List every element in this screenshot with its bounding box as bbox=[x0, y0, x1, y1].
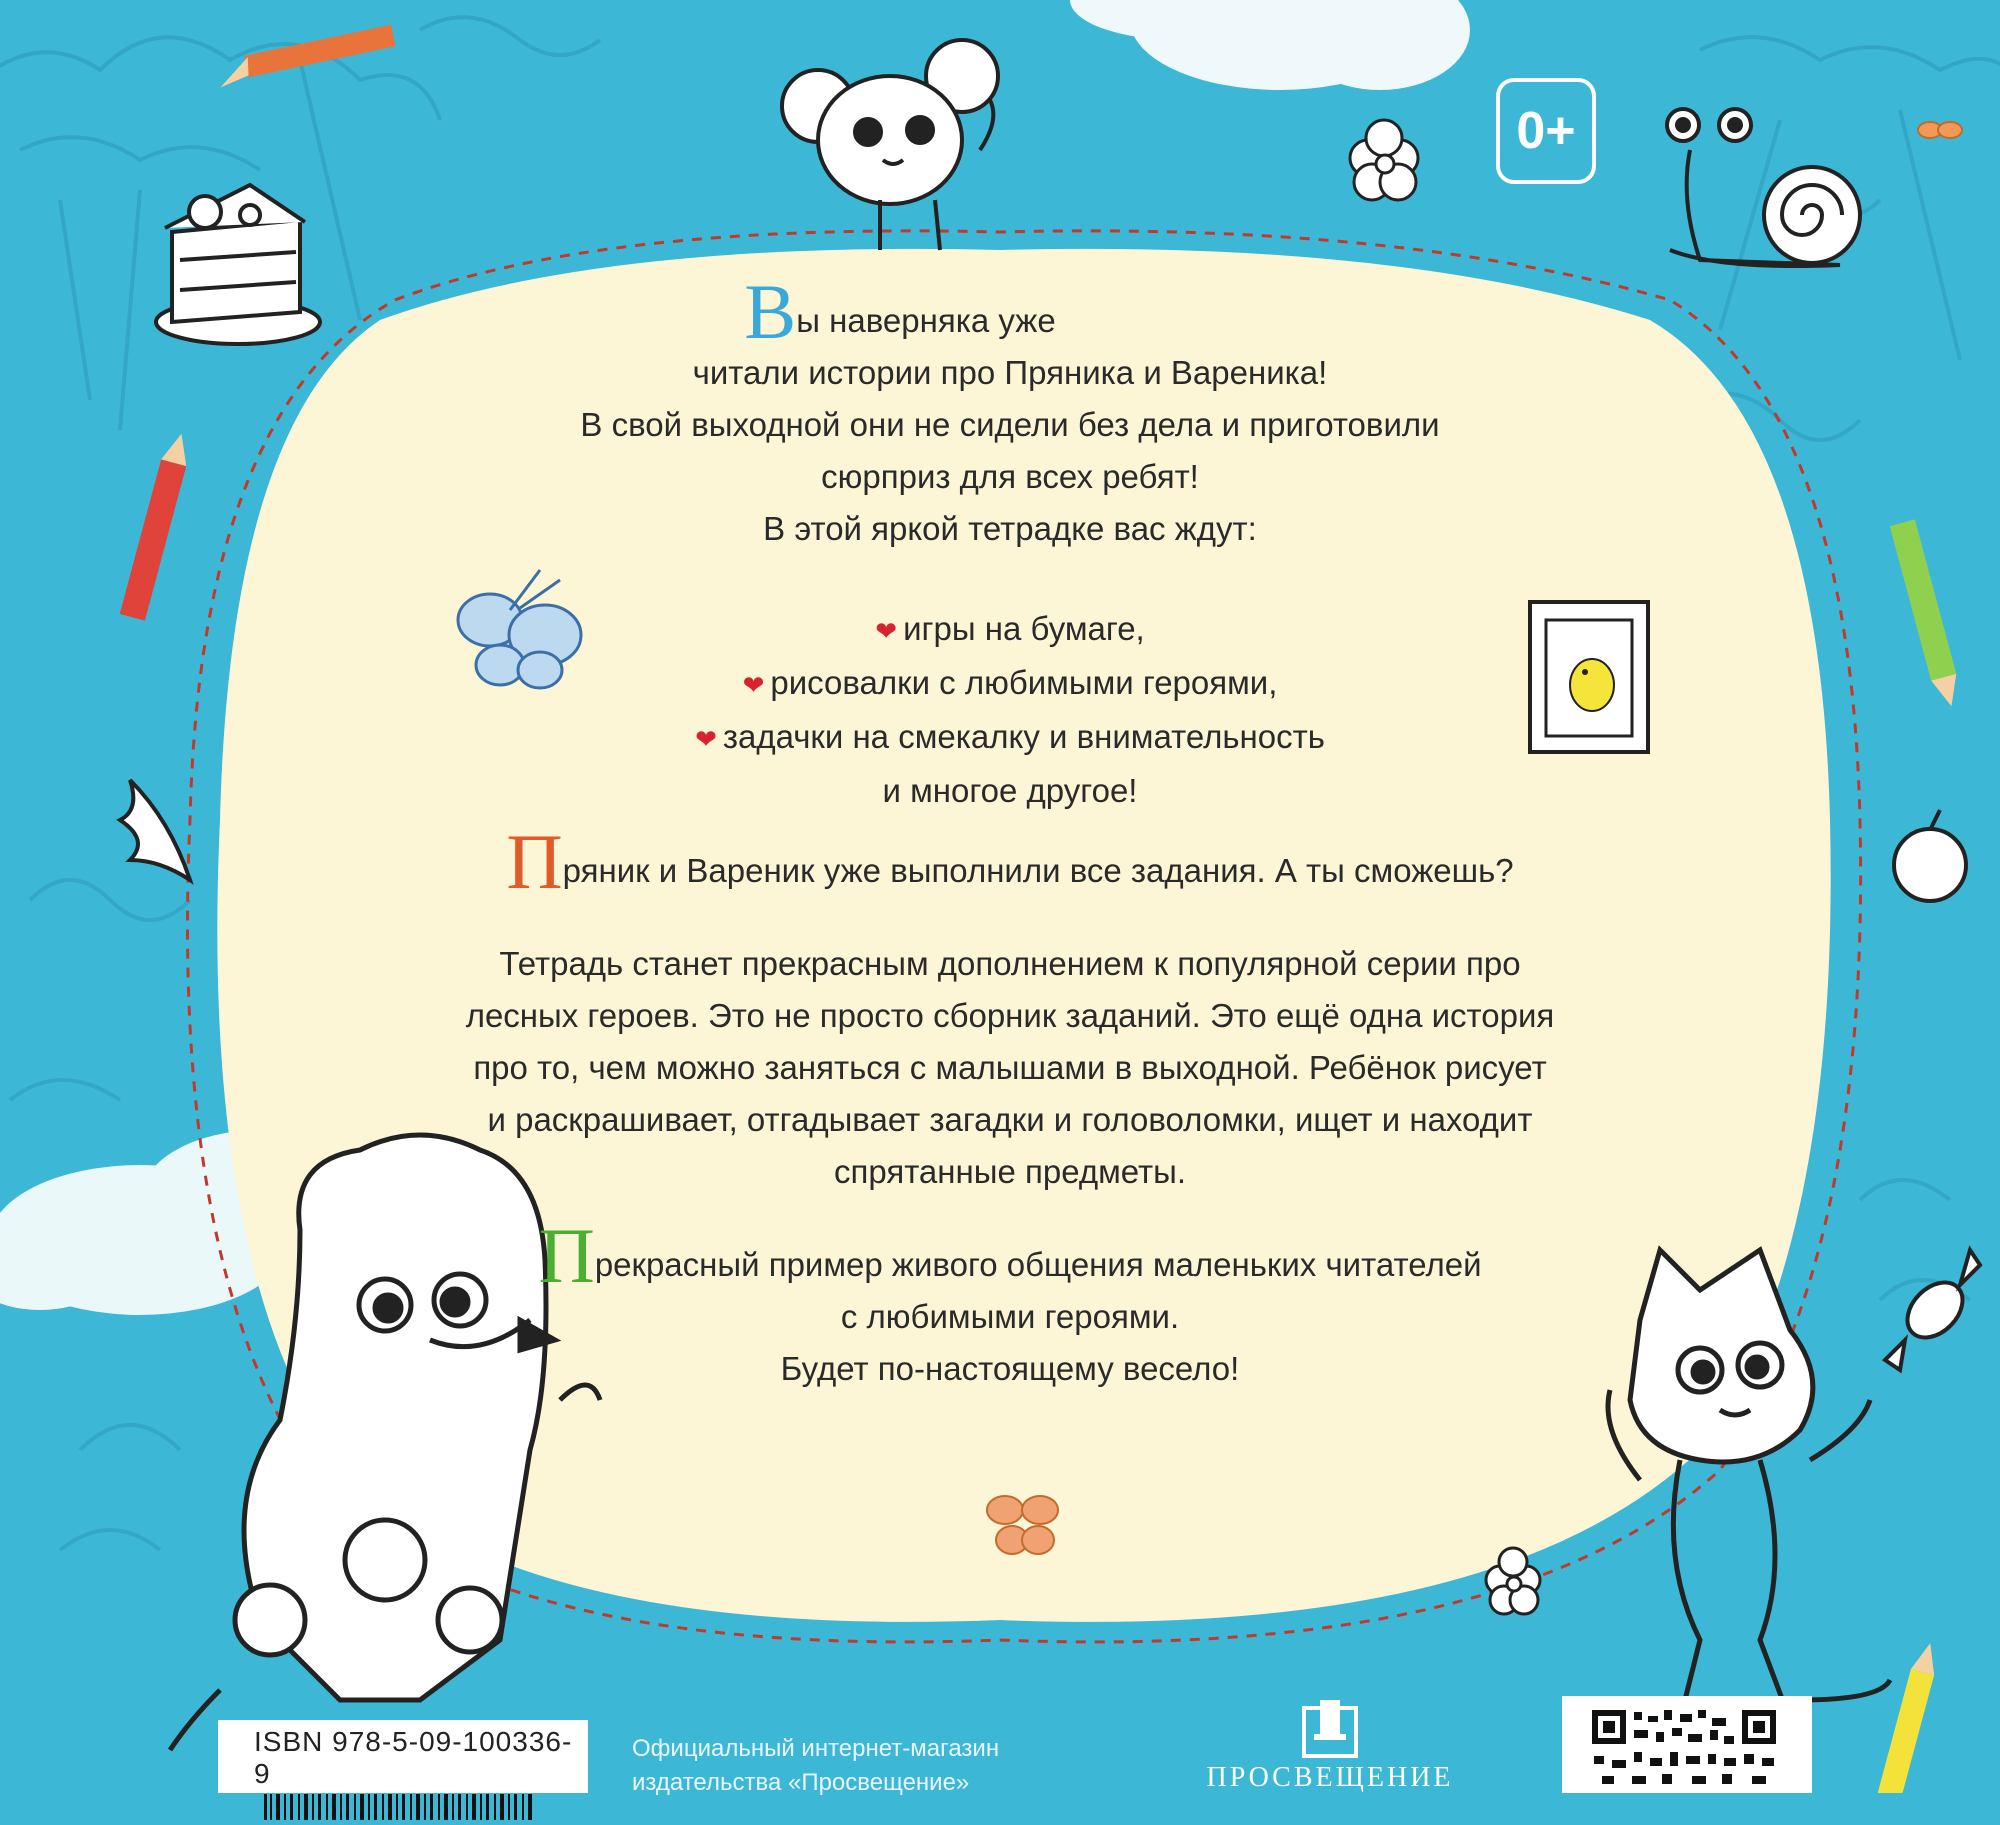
dropcap-p-green: П bbox=[538, 1212, 595, 1299]
cloud-top bbox=[1070, 0, 1470, 90]
isbn-barcode bbox=[218, 1720, 588, 1793]
snail-icon bbox=[1667, 109, 1860, 266]
mouse-character bbox=[782, 40, 998, 250]
feature-list bbox=[420, 603, 1600, 817]
store-line-1: Официальный интернет-магазин bbox=[632, 1735, 1000, 1762]
cake-icon bbox=[156, 185, 320, 344]
intro-line-4: сюрприз для всех ребят! bbox=[821, 458, 1199, 495]
flower-icon bbox=[1350, 120, 1418, 200]
pencil-icon bbox=[120, 430, 194, 620]
qr-code-icon bbox=[1562, 1696, 1812, 1793]
intro-line-3: В свой выходной они не сидели без дела и приготовили bbox=[580, 406, 1440, 443]
description-line: Тетрадь станет прекрасным дополнением к популярной серии про bbox=[499, 945, 1521, 982]
closing-line-3: Будет по-настоящему весело! bbox=[780, 1350, 1240, 1387]
pencil-icon bbox=[1877, 1640, 1942, 1793]
closing-block bbox=[420, 1212, 1600, 1395]
store-line-2: издательства «Просвещение» bbox=[632, 1769, 970, 1796]
dropcap-p: П bbox=[506, 818, 563, 905]
description-line: и раскрашивает, отгадывает загадки и головоломки, ищет и находит bbox=[487, 1101, 1533, 1138]
list-item: ❤ игры на бумаге, bbox=[875, 610, 1145, 647]
list-tail: и многое другое! bbox=[882, 772, 1138, 809]
closing-line-1: Прекрасный пример живого общения маленьких читателей bbox=[538, 1212, 1482, 1299]
challenge-line: Пряник и Вареник уже выполнили все задания. А ты сможешь? bbox=[506, 818, 1514, 905]
apple-icon bbox=[1894, 810, 1966, 901]
book-logo-icon bbox=[1300, 1700, 1360, 1760]
butterfly-icon bbox=[1918, 122, 1962, 138]
intro-line-1: Вы наверняка уже bbox=[744, 268, 1056, 355]
intro-line-5: В этой яркой тетрадке вас ждут: bbox=[763, 510, 1257, 547]
description-block bbox=[420, 938, 1600, 1198]
list-item: ❤ задачки на смекалку и внимательность bbox=[695, 718, 1325, 755]
leaf-icon bbox=[120, 780, 190, 880]
isbn-number: ISBN 978-5-09-100336-9 bbox=[254, 1726, 573, 1789]
intro-line-2: читали истории про Пряника и Вареника! bbox=[692, 354, 1328, 391]
online-store-note bbox=[632, 1732, 1032, 1800]
publisher-name: ПРОСВЕЩЕНИЕ bbox=[1206, 1762, 1454, 1793]
heart-icon: ❤ bbox=[695, 724, 717, 754]
publisher-logo bbox=[1180, 1700, 1480, 1793]
qr-code bbox=[1562, 1696, 1812, 1793]
description-line: лесных героев. Это не просто сборник заданий. Это ещё одна история bbox=[465, 997, 1555, 1034]
description-line: про то, чем можно заняться с малышами в выходной. Ребёнок рисует bbox=[473, 1049, 1547, 1086]
closing-line-2: с любимыми героями. bbox=[840, 1298, 1180, 1335]
heart-icon: ❤ bbox=[875, 616, 898, 646]
intro-block bbox=[420, 268, 1600, 555]
barcode-icon bbox=[254, 1790, 574, 1820]
dropcap-b: В bbox=[744, 268, 797, 355]
list-item: ❤ рисовалки с любимыми героями, bbox=[742, 664, 1278, 701]
candy-icon bbox=[1885, 1250, 1980, 1370]
age-rating-badge: 0+ bbox=[1496, 78, 1596, 184]
description-line: спрятанные предметы. bbox=[833, 1153, 1187, 1190]
pencil-icon bbox=[1890, 519, 1964, 709]
heart-icon: ❤ bbox=[742, 670, 765, 700]
